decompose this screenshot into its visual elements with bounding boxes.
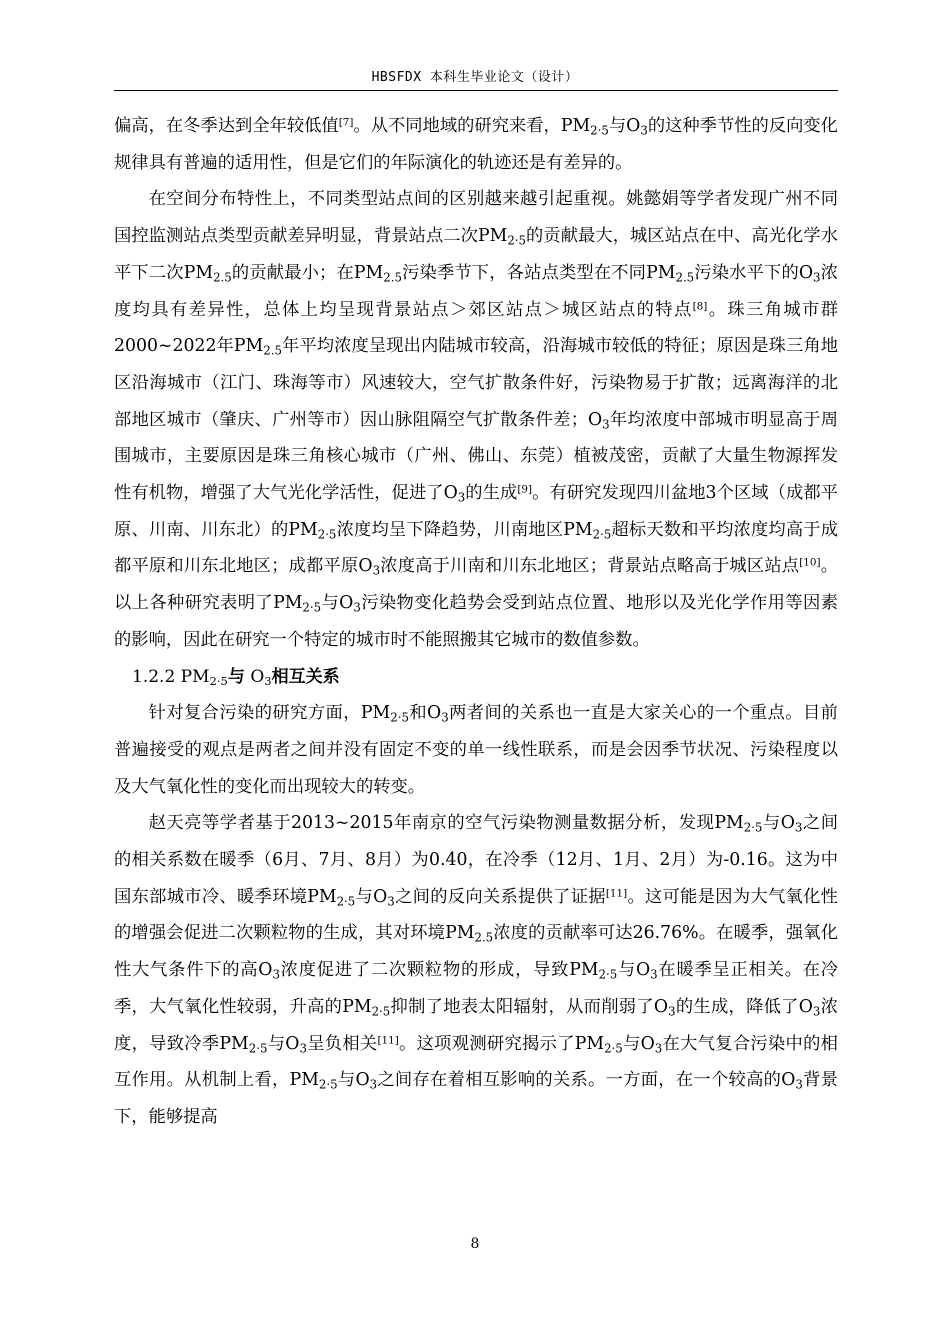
text-run: 在大气复合污染中的相互作用。从机制上看， [114,1033,838,1091]
o3-term: $O_3$ [250,666,272,688]
o3-term: $O_3$ [781,1070,803,1092]
text-run: 。这可能是因为大气氧化性的增强会促进二次颗粒物的生成，其对环境 [114,886,838,944]
heading-text: 与 [227,666,245,687]
pm25-term: $PM_{2\cdot 5}$ [563,519,612,542]
o3-term: $O_3$ [587,409,610,431]
pm25-term: $PM_{2\cdot 5}$ [477,226,526,248]
text-run: 与 [267,1033,286,1054]
text-run: 浓度均呈下降趋势，川南地区 [336,519,564,540]
o3-term: $O_3$ [355,1070,378,1092]
text-run: 。有研究发现四川盆地3个区域（成都平原、川南、川东北）的 [114,483,838,540]
text-run: 污染物变化趋势会受到站点位置、地形以及光化学作用等因素的影响，因此在研究一个特定的城市时不能照搬其它城市的数值参数。 [114,593,838,650]
citation: [10] [799,556,821,569]
citation: [11] [605,887,628,900]
text-run: 的贡献最大，城区站点在中、高光化学水平下二次 [114,226,838,283]
text-run: 超标天数和平均浓度均高于成都平原和川东北地区；成都平原 [114,519,838,577]
o3-term: $O_3$ [653,996,676,1019]
o3-term: $O_3$ [285,1033,307,1055]
pm25-term: $PM_{2\cdot 5}$ [289,1070,338,1092]
pm25-term: $PM_{2\cdot 5}$ [714,813,763,835]
o3-term: $O_3$ [798,996,821,1019]
pm25-term: $PM_{2.5}$ [183,262,232,285]
text-run: 抑制了地表太阳辐射，从而削弱了 [390,996,654,1017]
text-run: 呈负相关 [306,1033,378,1054]
pm25-term: $PM_{2.5}$ [353,262,402,285]
o3-term: $O_3$ [258,960,280,982]
text-run: 浓度的贡献率可达26.76%。在暖季，强氧化性大气条件下的高 [114,923,838,981]
citation: [8] [692,299,708,312]
text-run: 与 [622,1033,641,1054]
pm25-term: $PM_{2\cdot 5}$ [273,593,322,615]
o3-term: $O_3$ [798,262,821,285]
text-run: 年平均浓度呈现出内陆城市较高，沿海城市较低的特征；原因是珠三角地区沿海城市（江门、珠海等市）风速较大，空气扩散条件好，污染物易于扩散；远离海洋的北部地区城市（肇庆、广州等市）因山脉阻隔空气扩散条件差； [114,336,838,430]
paragraph [114,108,838,181]
paragraph [114,695,838,805]
text-run: 在暖季呈正相关。在冷季，大气氧化性较弱，升高的 [114,960,838,1017]
text-run: 。这项观测研究揭示了 [398,1033,575,1054]
text-run: 与 [762,813,781,834]
pm25-term: $PM_{2\cdot 5}$ [180,666,228,688]
pm25-term: $PM_{2\cdot 5}$ [574,1033,623,1055]
text-run: 与 [617,960,636,981]
text-run: 的贡献最小；在 [231,262,354,283]
text-run: 针对复合污染的研究方面， [148,703,361,724]
text-run: 的这种季节性的反向变化规律具有普遍的适用性，但是它们的年际演化的轨迹还是有差异的。 [114,116,838,173]
pm25-term: $PM_{2\cdot 5}$ [360,703,409,725]
pm25-term: $PM_{2\cdot 5}$ [219,1033,268,1055]
text-run: 之间的反向关系提供了证据 [394,886,606,907]
page-header: HBSFDX 本科生毕业论文（设计） [371,70,579,85]
citation: [9] [517,483,533,496]
text-run: 浓度促进了二次颗粒物的形成，导致 [279,960,570,981]
o3-term: $O_3$ [443,483,466,505]
text-run: 偏高，在冬季达到全年较低值 [114,116,339,136]
o3-term: $O_3$ [640,1033,663,1055]
text-run: 年均浓度中部城市明显高于周围城市，主要原因是珠三角核心城市（广州、佛山、东莞）植被茂密，贡献了大量生物源挥发性有机物，增强了大气光化学活性，促进了 [114,409,838,504]
pm25-term: $PM_{2.5}$ [445,923,494,945]
text-run: 与 [337,1070,356,1091]
heading-text: 相互关系 [271,666,340,687]
text-run: 与 [608,116,627,136]
o3-term: $O_3$ [780,813,803,835]
text-run: 污染季节下，各站点类型在不同 [401,262,647,283]
pm25-term: $PM_{2\cdot 5}$ [560,116,609,138]
citation: [7] [338,116,354,129]
o3-term: $O_3$ [373,886,395,909]
text-run: 两者间的关系也一直是大家关心的一个重点。目前普遍接受的观点是两者之间并没有固定不变的单一线性联系，而是会因季节状况、污染程度以及大气氧化性的变化而出现较大的转变。 [114,703,838,797]
paragraph [114,805,838,1135]
paragraph [114,181,838,658]
header-rule [114,90,838,91]
pm25-term: $PM_{2.5}$ [646,262,695,285]
pm25-term: $PM_{2.5}$ [233,336,282,358]
section-heading [114,659,838,696]
text-run: 和 [408,703,428,724]
text-run: 之间存在着相互影响的关系。一方面，在一个较高的 [377,1070,782,1091]
text-run: 浓度高于川南和川东北地区；背景站点略高于城区站点 [380,556,800,577]
body-text [114,108,838,1136]
o3-term: $O_3$ [626,116,648,138]
page-number: 8 [470,1236,480,1252]
pm25-term: $PM_{2\cdot 5}$ [342,996,391,1019]
o3-term: $O_3$ [358,556,381,578]
text-run: 浓度均具有差异性，总体上均呈现背景站点＞郊区站点＞城区站点的特点 [114,262,838,320]
text-run: 浓度，导致冷季 [114,996,838,1054]
text-run: 与 [321,593,340,614]
text-run: 赵天亮等学者基于2013~2015年南京的空气污染物测量数据分析，发现 [148,813,715,834]
text-run: 。从不同地域的研究来看， [353,116,561,136]
section-number: 1.2.2 [132,666,176,687]
citation: [11] [377,1033,399,1046]
text-run: 之间的相关系数在暖季（6月、7月、8月）为0.40，在冷季（12月、1月、2月）为-0.16。这为中国东部城市冷、暖季环境 [114,813,838,907]
o3-term: $O_3$ [339,593,361,615]
text-run: 背景下，能够提高 [114,1070,838,1127]
text-run: 的生成 [465,483,518,504]
text-run: 。珠三角城市群2000~2022年 [114,299,838,357]
text-run: 污染水平下的 [694,262,799,283]
text-run: 与 [355,886,374,907]
text-run: 的生成，降低了 [675,996,799,1017]
pm25-term: $PM_{2\cdot 5}$ [307,886,356,909]
o3-term: $O_3$ [427,703,449,725]
o3-term: $O_3$ [636,960,658,982]
text-run: 。以上各种研究表明了 [114,556,838,614]
text-run: 在空间分布特性上，不同类型站点间的区别越来越引起重视。姚懿娟等学者发现广州不同国控监测站点类型贡献差异明显，背景站点二次 [114,189,838,247]
pm25-term: $PM_{2\cdot 5}$ [569,960,618,982]
pm25-term: $PM_{2\cdot 5}$ [288,519,337,542]
